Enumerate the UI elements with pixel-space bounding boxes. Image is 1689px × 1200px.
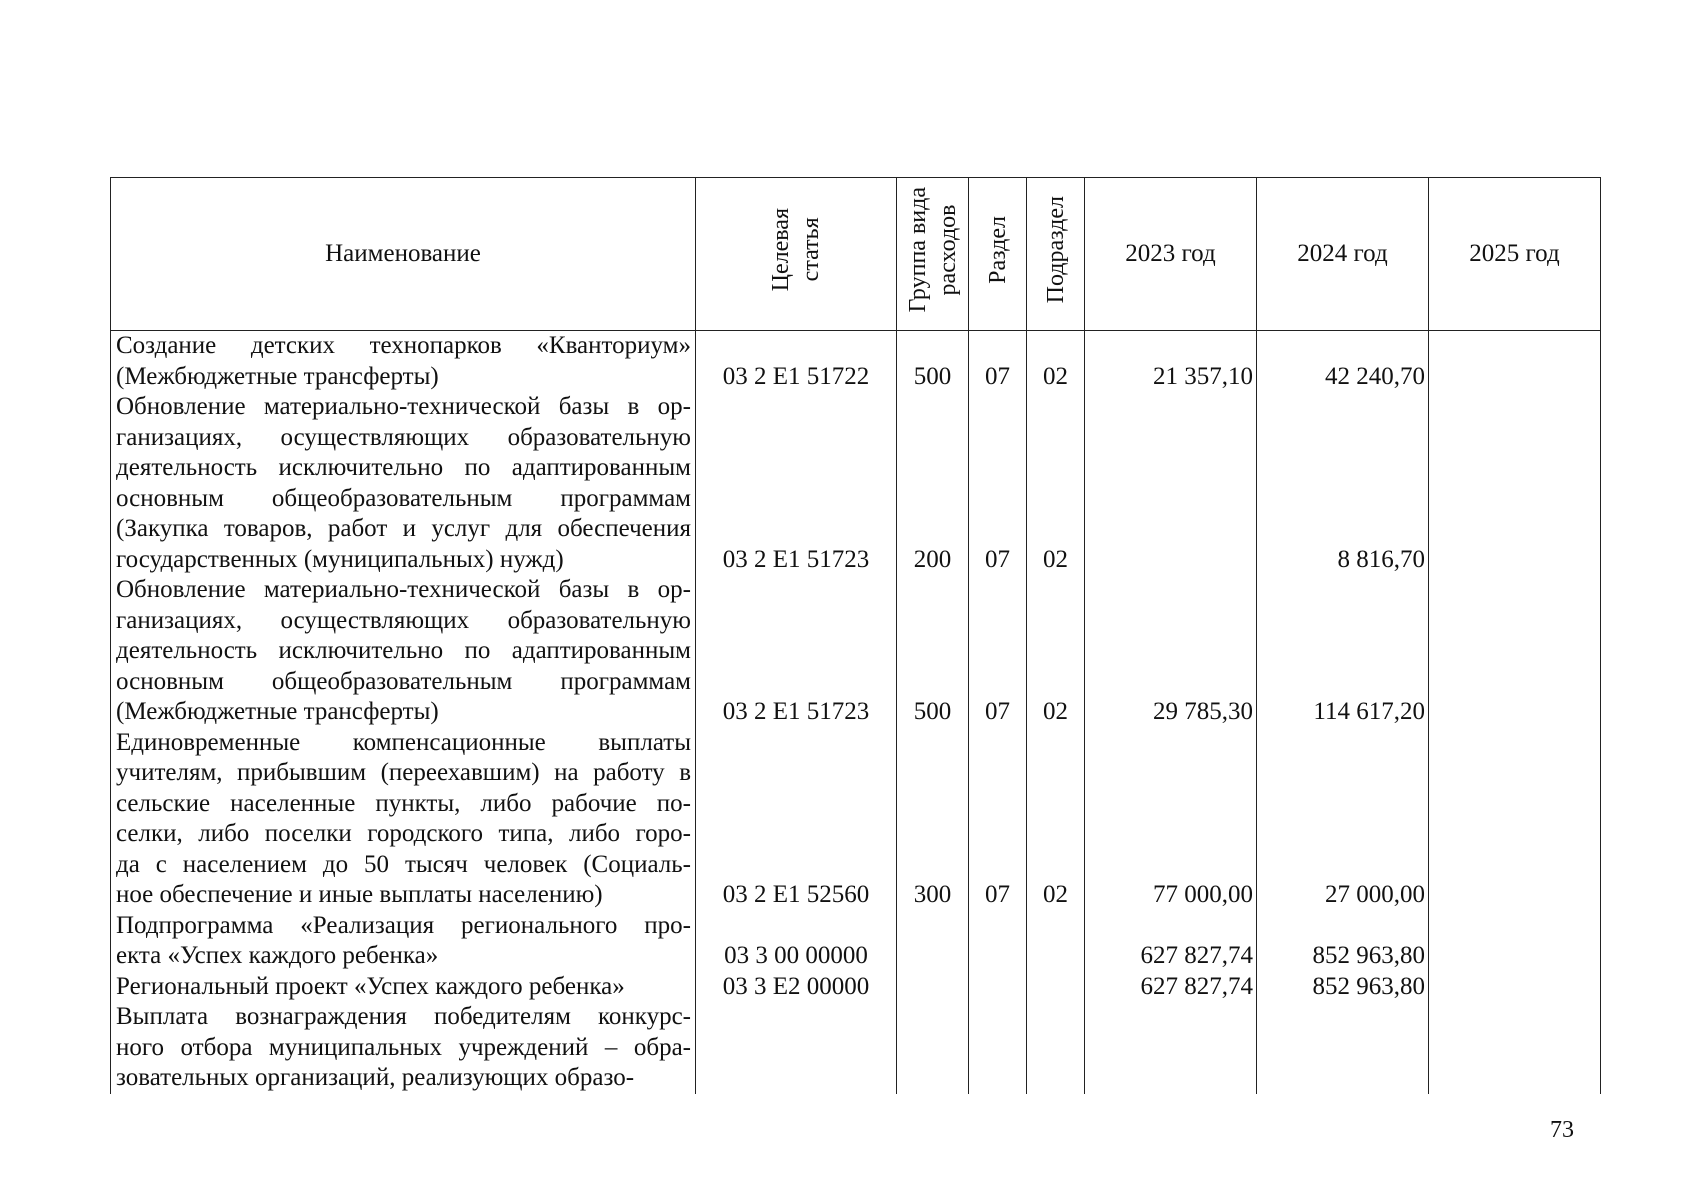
row-target-article: 03 2 E1 51723 <box>696 392 897 575</box>
row-name-line: Создание детских технопарков «Кванториум» <box>116 332 691 359</box>
row-name-line: деятельность исключительно по адаптированным <box>116 637 691 664</box>
row-name-line: Обновление материально-технической базы в ор- <box>116 576 691 603</box>
row-2025 <box>1429 392 1601 575</box>
row-name-line: основным общеобразовательным программам <box>116 484 691 512</box>
row-name-line: (Закупка товаров, работ и услуг для обеспечения <box>116 515 691 542</box>
row-2025 <box>1429 972 1601 1003</box>
row-name-line: государственных (муниципальных) нужд) <box>116 545 564 573</box>
row-target-article: 03 2 E1 52560 <box>696 728 897 911</box>
row-expense-group: 300 <box>897 728 969 911</box>
row-name-line: екта «Успех каждого ребенка» <box>116 942 439 969</box>
row-2023: 627 827,74 <box>1085 972 1257 1003</box>
row-name <box>111 972 696 1003</box>
header-section: Раздел <box>969 178 1027 331</box>
table-row <box>111 728 1601 911</box>
row-name-line: Подпрограмма «Реализация регионального про- <box>116 911 691 939</box>
header-subsection: Подраздел <box>1027 178 1085 331</box>
row-subsection: 02 <box>1027 331 1085 393</box>
row-name-line: Обновление материально-технической базы в ор- <box>116 393 691 420</box>
row-2023: 21 357,10 <box>1085 331 1257 393</box>
row-name-line: Региональный проект «Успех каждого ребенка» <box>116 972 625 1000</box>
row-name-line: Единовременные компенсационные выплаты <box>116 728 691 756</box>
row-name-line: сельские населенные пункты, либо рабочие по- <box>116 789 691 817</box>
row-name-line: ганизациях, осуществляющих образовательную <box>116 423 691 451</box>
row-subsection: 02 <box>1027 392 1085 575</box>
row-2024: 852 963,80 <box>1257 911 1429 972</box>
table-header-row <box>111 178 1601 331</box>
row-section <box>969 1002 1027 1094</box>
row-2023 <box>1085 392 1257 575</box>
table-row <box>111 392 1601 575</box>
row-name-line: (Межбюджетные трансферты) <box>116 698 439 725</box>
row-name <box>111 911 696 972</box>
row-section <box>969 972 1027 1003</box>
row-2024: 27 000,00 <box>1257 728 1429 911</box>
row-2024: 852 963,80 <box>1257 972 1429 1003</box>
row-2023: 627 827,74 <box>1085 911 1257 972</box>
row-2025 <box>1429 1002 1601 1094</box>
row-name <box>111 331 696 393</box>
table-body <box>111 331 1601 1094</box>
row-section: 07 <box>969 575 1027 728</box>
row-name-line: (Межбюджетные трансферты) <box>116 362 439 390</box>
row-subsection <box>1027 972 1085 1003</box>
row-2025 <box>1429 575 1601 728</box>
row-expense-group: 200 <box>897 392 969 575</box>
row-name <box>111 728 696 911</box>
row-subsection <box>1027 1002 1085 1094</box>
header-expense-group: Группа вида расходов <box>897 178 969 331</box>
row-subsection: 02 <box>1027 728 1085 911</box>
row-2023: 29 785,30 <box>1085 575 1257 728</box>
header-name: Наименование <box>111 178 696 331</box>
row-name-line: Выплата вознаграждения победителям конкурс- <box>116 1003 691 1030</box>
row-name-line: основным общеобразовательным программам <box>116 667 691 695</box>
row-2023 <box>1085 1002 1257 1094</box>
row-expense-group <box>897 972 969 1003</box>
row-name <box>111 575 696 728</box>
row-name <box>111 392 696 575</box>
row-expense-group <box>897 1002 969 1094</box>
row-name-line: зовательных организаций, реализующих образо- <box>116 1064 635 1091</box>
row-subsection: 02 <box>1027 575 1085 728</box>
row-section: 07 <box>969 331 1027 393</box>
row-name-line: деятельность исключительно по адаптированным <box>116 454 691 481</box>
row-name-line: ганизациях, осуществляющих образовательную <box>116 606 691 634</box>
row-target-article: 03 2 E1 51723 <box>696 575 897 728</box>
row-expense-group <box>897 911 969 972</box>
row-expense-group: 500 <box>897 331 969 393</box>
row-target-article <box>696 1002 897 1094</box>
row-section: 07 <box>969 392 1027 575</box>
row-2024: 42 240,70 <box>1257 331 1429 393</box>
table-row <box>111 972 1601 1003</box>
row-target-article: 03 3 00 00000 <box>696 911 897 972</box>
row-2023: 77 000,00 <box>1085 728 1257 911</box>
table-row <box>111 331 1601 393</box>
row-subsection <box>1027 911 1085 972</box>
row-name-line: ного отбора муниципальных учреждений – обра- <box>116 1033 691 1061</box>
row-name-line: да с населением до 50 тысяч человек (Социаль- <box>116 850 691 878</box>
row-2024 <box>1257 1002 1429 1094</box>
row-name <box>111 1002 696 1094</box>
row-name-line: учителям, прибывшим (переехавшим) на работу в <box>116 759 691 786</box>
header-2025: 2025 год <box>1429 178 1601 331</box>
row-section: 07 <box>969 728 1027 911</box>
row-2025 <box>1429 331 1601 393</box>
page-number: 73 <box>1550 1117 1574 1143</box>
row-2024: 8 816,70 <box>1257 392 1429 575</box>
row-target-article: 03 2 E1 51722 <box>696 331 897 393</box>
header-2023: 2023 год <box>1085 178 1257 331</box>
budget-table <box>110 177 1601 1094</box>
row-expense-group: 500 <box>897 575 969 728</box>
row-2025 <box>1429 728 1601 911</box>
table-row <box>111 1002 1601 1094</box>
table-row <box>111 911 1601 972</box>
row-section <box>969 911 1027 972</box>
row-2025 <box>1429 911 1601 972</box>
row-name-line: селки, либо поселки городского типа, либо горо- <box>116 820 691 847</box>
row-target-article: 03 3 E2 00000 <box>696 972 897 1003</box>
table-row <box>111 575 1601 728</box>
header-target-article: Целевая статья <box>696 178 897 331</box>
row-name-line: ное обеспечение и иные выплаты населению) <box>116 881 603 908</box>
row-2024: 114 617,20 <box>1257 575 1429 728</box>
header-2024: 2024 год <box>1257 178 1429 331</box>
